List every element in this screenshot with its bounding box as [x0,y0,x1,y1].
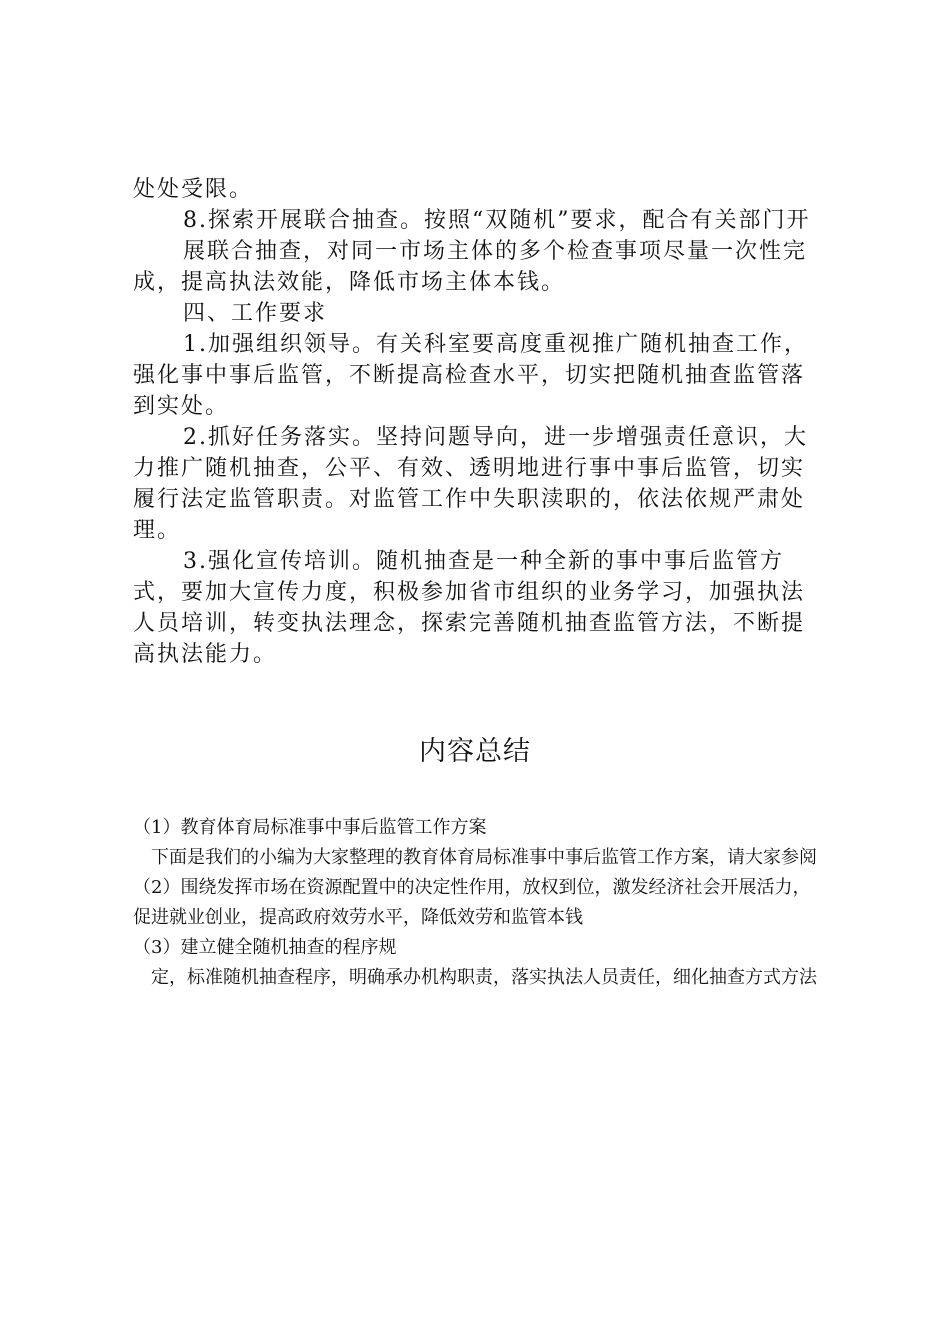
paragraph-requirement-1: 1.加强组织领导。有关科室要高度重视推广随机抽查工作，强化事中事后监管，不断提高检查水平，切实把随机抽查监管落到实处。 [133,332,808,419]
section-heading-work-requirements: 四、工作要求 [183,301,328,326]
summary-section [133,813,823,993]
summary-item-1: （1）教育体育局标准事中事后监管工作方案 [133,817,487,838]
summary-item-3-text: 定，标准随机抽查程序，明确承办机构职责，落实执法人员责任，细化抽查方式方法 [151,967,817,988]
summary-title: 内容总结 [419,736,531,767]
summary-item-3: （3）建立健全随机抽查的程序规 [133,937,397,958]
paragraph-continuation: 处处受限。 [133,177,254,202]
paragraph-requirement-2: 2.抓好任务落实。坚持问题导向，进一步增强责任意识，大力推广随机抽查，公平、有效、透明地进行事中事后监管，切实履行法定监管职责。对监管工作中失职渎职的，依法依规严肃处理。 [133,425,808,543]
paragraph-item-8-continued: 展联合抽查，对同一市场主体的多个检查事项尽量一次性完成，提高执法效能，降低市场主体本钱。 [133,239,808,295]
paragraph-requirement-3: 3.强化宣传培训。随机抽查是一种全新的事中事后监管方式，要加大宣传力度，积极参加省市组织的业务学习，加强执法人员培训，转变执法理念，探索完善随机抽查监管方法，不断提高执法能力。 [133,549,806,667]
summary-item-1-text: 下面是我们的小编为大家整理的教育体育局标准事中事后监管工作方案，请大家参阅 [151,847,817,868]
document-body [133,174,823,670]
paragraph-item-8: 8.探索开展联合抽查。按照“双随机”要求，配合有关部门开 [183,208,811,233]
summary-item-2: （2）围绕发挥市场在资源配置中的决定性作用，放权到位，激发经济社会开展活力，促进就业创业，提高政府效劳水平，降低效劳和监管本钱 [133,877,811,928]
